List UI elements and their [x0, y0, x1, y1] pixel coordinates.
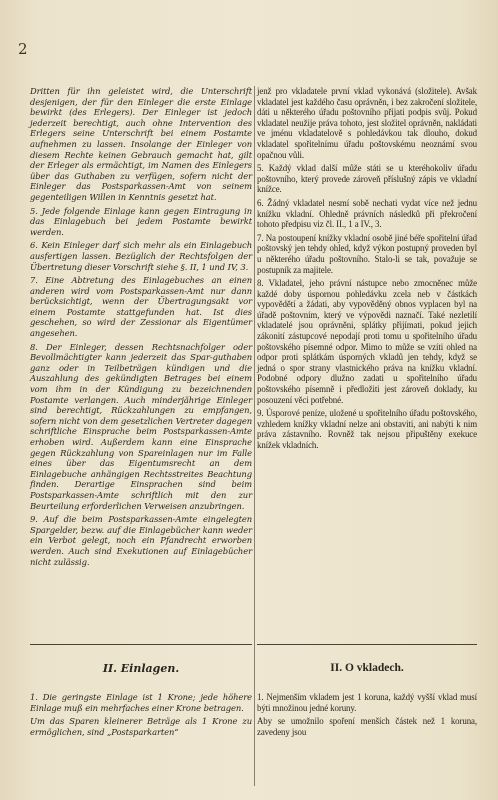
right-paragraph: 5. Každý vklad další může státi se u kteréhokoliv úřadu poštovního, který provede zároveň příslušný zápis ve vkladní knížce. — [257, 163, 477, 195]
left-paragraph: 5. Jede folgende Einlage kann gegen Eintragung in das Einlagebuch bei jedem Postamte bewirkt werden. — [30, 205, 252, 237]
right-paragraph: 7. Na postoupení knížky vkladní osobě jiné béře spořitelní úřad poštovský jen tehdy ohled, když výkon postupný proveden byl u některého úřadu poštovního. Stalo-li se tak, považuje se postupník za majitele. — [257, 232, 477, 275]
right-paragraph: jenž pro vkladatele první vklad vykonává (složitele). Avšak vkladatel jest každého času oprávněn, i bez zakročení složitele, dáti u některého úřadu poštovního přijati podpis svůj. Pokud vkladatel neužije práva tohoto, jest složitel oprávněn, nakládati ve jménu vkladatelově s pohledávkou tak dlouho, dokud vkladatel spořitelnímu úřadu poštovskému neoznámí svou opačnou vůli. — [257, 86, 477, 160]
column-divider — [254, 86, 255, 786]
left-section-body — [30, 692, 252, 740]
right-paragraph: 8. Vkladatel, jeho právní nástupce nebo zmocněnec může každé doby úspornou pohledávku zcela neb v částkách vypovědětí a žádati, aby vypověděný obnos vyplacen byl na úřadě poštovním, který ve výpovědi naznačí. Také nezletilí vkladatelé jsou oprávněni, splátky přijímati, pokud jejich zákonití zástupcové nepodají proti tomu u spořitelního úřadu poštovského písemné odpor. Mimo to může se vzíti ohled na odpor proti splátkám úsporných vkladů jen tehdy, když se jedná o spor strany vlastnického práva na knížku vkladní. Podobné odpory dlužno zadati u spořitelního úřadu poštovského písemně i předložiti jest zároveň doklady, ku posouzení věci potřebné. — [257, 278, 477, 405]
right-paragraph: 6. Žádný vkladatel nesmí sobě nechati vydat více než jednu knížku vkladní. Ohledně právních následků při překročení tohoto předpisu viz čl. II., 1 a IV., 3. — [257, 197, 477, 230]
left-paragraph: 8. Der Einleger, dessen Rechtsnachfolger oder Bevollmächtigter kann jederzeit das Spar-guthaben ganz oder in Teilbeträgen kündigen und die Auszahlung des gekündigten Betrages bei einem vom ihm in der Kündigung zu bezeichnenden Postamte verlangen. Auch minderjährige Einleger sind berechtigt, Rückzahlungen zu empfangen, sofern nicht von dem gesetzlichen Vertreter dagegen schriftliche Einsprache beim Postsparkassen-Amte erhoben wird. Außerdem kann eine Einsprache gegen Rückzahlung von Spareinlagen nur im Falle eines über das Eigentumsrecht an dem Einlagebuche anhängigen Rechtsstreites Beachtung finden. Derartige Einsprachen sind beim Postsparkassen-Amte schriftlich mit den zur Beurteilung erforderlichen Verweisen anzubringen. — [30, 341, 252, 511]
left-section-paragraph: Um das Sparen kleinerer Beträge als 1 Krone zu ermöglichen, sind „Postsparkarten“ — [30, 716, 252, 737]
left-column-german — [30, 86, 252, 570]
right-section-paragraph: 1. Nejmenším vkladem jest 1 koruna, každý vyšší vklad musí býti množinou jedné koruny. — [257, 692, 477, 713]
left-paragraph: 9. Auf die beim Postsparkassen-Amte eingelegten Spargelder, bezw. auf die Einlagebücher kann weder ein Verbot gelegt, noch ein Pfandrecht erworben werden. Auch sind Exekutionen auf Einlagebücher nicht zulässig. — [30, 514, 252, 567]
right-column-czech — [257, 86, 477, 454]
right-section-body — [257, 692, 477, 740]
section-rule-right — [257, 644, 477, 645]
left-paragraph: Dritten für ihn geleistet wird, die Unterschrift desjenigen, der für den Einleger die erste Einlage bewirkt (des Erlegers). Der Einleger ist jedoch jederzeit berechtigt, auch ohne Intervention des Erlegers seine Unterschrift bei einem Postamte aufnehmen zu lassen. Insolange der Einleger von diesem Rechte keinen Gebrauch gemacht hat, gilt der Erleger als ermächtigt, im Namen des Einlegers über das Guthaben zu verfügen, sofern nicht der Einleger das Postsparkassen-Amt von seinem gegenteiligen Willen in Kenntnis gesetzt hat. — [30, 86, 252, 202]
left-paragraph: 7. Eine Abtretung des Einlagebuches an einen anderen wird vom Postsparkassen-Amt nur dann berücksichtigt, wenn der Übertragungsakt vor einem Postamte stattgefunden hat. Ist dies geschehen, so wird der Zessionar als Eigentümer angesehen. — [30, 275, 252, 339]
left-section-paragraph: 1. Die geringste Einlage ist 1 Krone; jede höhere Einlage muß ein mehrfaches einer Krone betragen. — [30, 692, 252, 713]
section-rule-left — [30, 644, 252, 645]
right-paragraph: 9. Úsporové peníze, uložené u spořitelního úřadu poštovského, vzhledem knížky vkladní nelze ani obstaviti, ani nabýti k nim práva zástavního. Rovněž tak nejsou připuštěny exekuce knížek vkladních. — [257, 408, 477, 450]
section-heading-german: II. Einlagen. — [102, 662, 180, 675]
left-paragraph: 6. Kein Einleger darf sich mehr als ein Einlagebuch ausfertigen lassen. Bezüglich der Rechtsfolgen der Übertretung dieser Vorschrift siehe §. II, 1 und IV, 3. — [30, 240, 252, 272]
right-section-paragraph: Aby se umožnilo spoření menších částek než 1 koruna, zavedeny jsou — [257, 716, 477, 737]
section-heading-czech: II. O vkladech. — [330, 662, 404, 674]
page-number: 2 — [18, 40, 28, 58]
